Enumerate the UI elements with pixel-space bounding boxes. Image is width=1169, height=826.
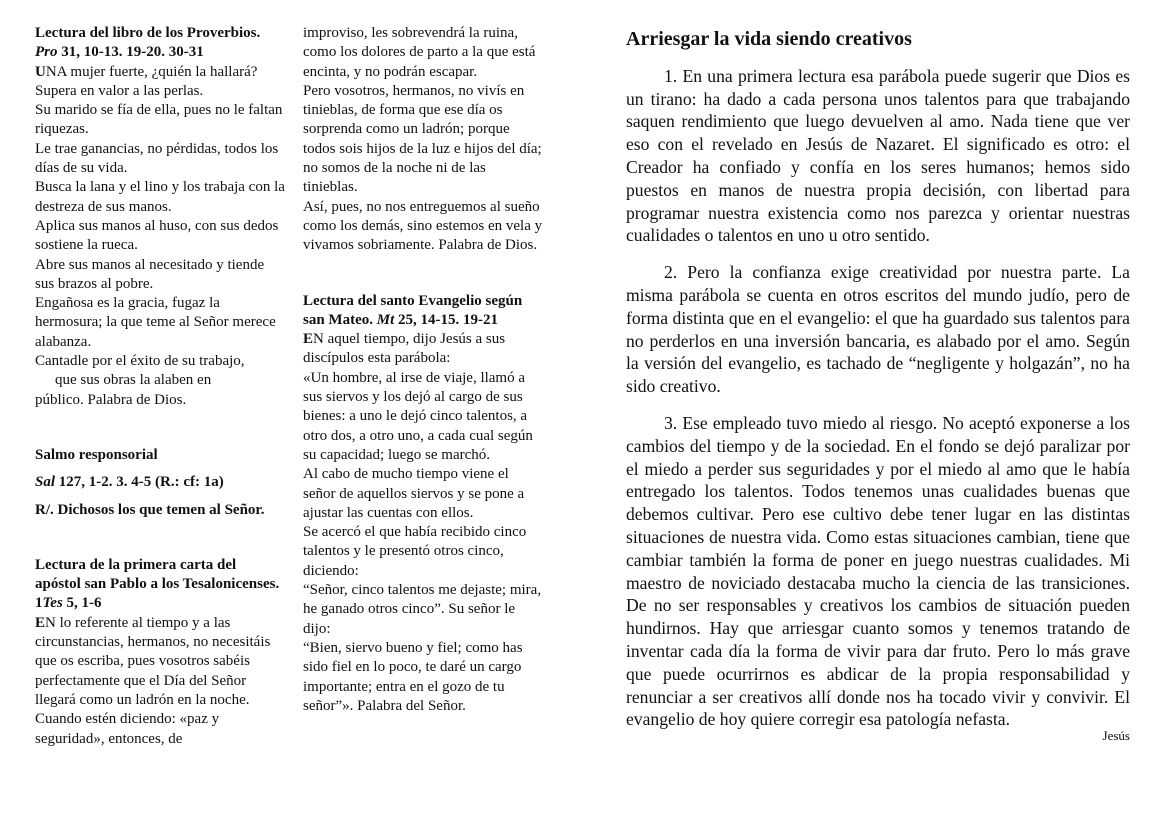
reading-heading: Lectura de la primera carta del apóstol san Pablo a los Tesalonicenses. 1 bbox=[35, 556, 280, 612]
gospel-heading: Lectura del santo Evangelio según san Mateo. bbox=[303, 292, 523, 328]
reading-line: UNA mujer fuerte, ¿quién la hallará? bbox=[35, 63, 258, 80]
reading-line: Busca la lana y el lino y los trabaja con la destreza de sus manos. bbox=[35, 179, 285, 215]
gospel-line: Se acercó el que había recibido cinco talentos y le presentó otros cinco, diciendo: bbox=[303, 524, 527, 579]
reading-line: Abre sus manos al necesitado y tiende sus brazos al pobre. bbox=[35, 256, 265, 292]
author-signature: Jesús bbox=[1102, 728, 1130, 744]
gospel-book: Mt bbox=[376, 311, 395, 328]
thessalonians-reading bbox=[35, 556, 285, 749]
reading-line: Su marido se fía de ella, pues no le faltan riquezas. bbox=[35, 102, 283, 138]
reading-line: Aplica sus manos al huso, con sus dedos sostiene la rueca. bbox=[35, 217, 279, 254]
reading-line: Supera en valor a las perlas. bbox=[35, 82, 204, 99]
commentary-paragraph: 3. Ese empleado tuvo miedo al riesgo. No aceptó exponerse a los cambios del tiempo y de la sociedad. En el fondo se dejó paralizar por el miedo a perder sus seguridades y por el miedo al amo que le había entregado los talentos. Todos tenemos unas cualidades buenas que debemos cultivar. Pero ese cultivo debe tener lugar en las distintas situaciones de nuestra vida. Como estas situaciones cambian, tiene que cambiar también la forma de poner en juego nuestras cualidades. Mi maestro de noviciado destacaba mucho la ciencia de las transiciones. De no ser responsables y creativos los cambios de situación pueden hundirnos. Hay que arriesgar cuanto somos y tenemos tratando de inventar cada día la forma de vivir para dar fruto. Pero lo más grave que puede ocurrirnos es abdicar de la propia responsabilidad y renunciar a ser creativos allí donde nos ha tocado vivir y convivir. El evangelio de hoy quiere corregir esa patología nefasta. bbox=[626, 412, 1130, 730]
reading-text: EN lo referente al tiempo y a las circunstancias, hermanos, no necesitáis que os escriba, pues vosotros sabéis perfectamente que el Día del Señor llegará como un ladrón en la noche. Cuando estén diciendo: «paz y seguridad», entonces, de bbox=[35, 614, 271, 747]
reading-heading: Lectura del libro de los Proverbios. bbox=[35, 25, 261, 41]
column-middle bbox=[303, 24, 543, 716]
reading-line: Engañosa es la gracia, fugaz la hermosura; la que teme al Señor merece alabanza. bbox=[35, 295, 276, 350]
psalm-response: R/. Dichosos los que temen al Señor. bbox=[35, 501, 265, 518]
thessalonians-continued bbox=[303, 24, 543, 256]
psalm-heading: Salmo responsorial bbox=[35, 446, 158, 463]
commentary-paragraph: 2. Pero la confianza exige creatividad por nuestra parte. La misma parábola se cuenta en otros escritos del mundo judío, pero de forma distinta que en el evangelio: el que ha guardado sus talentos para no perderlos en una inversión bancaria, es alabado por el amo. Según la versión del evangelio, es tachado de “negligente y holgazán”, no ha sido creativo. bbox=[626, 262, 1130, 397]
commentary-paragraph: 1. En una primera lectura esa parábola puede sugerir que Dios es un tirano: ha dado a cada persona unos talentos para que trabajando saquen rendimiento que luego devuelven al amo. Nada tiene que ver eso con el revelado en Jesús de Nazaret. El significado es otro: el Creador ha confiado y confía en los seres humanos; hemos sido puestos en manos de nuestra propia decisión, con libertad para programar nuestra existencia como nos parezca y orientar nuestras cualidades o talentos en uno u otro sentido. bbox=[626, 65, 1130, 246]
gospel-reading bbox=[303, 292, 543, 717]
proverbs-reading bbox=[35, 24, 285, 410]
commentary-title: Arriesgar la vida siendo creativos bbox=[626, 28, 912, 50]
reading-line: improviso, les sobrevendrá la ruina, como los dolores de parto a la que está encinta, y no podrán escapar. bbox=[303, 25, 536, 80]
gospel-line: Al cabo de mucho tiempo viene el señor de aquellos siervos y se pone a ajustar las cuentas con ellos. bbox=[303, 466, 525, 521]
column-left bbox=[35, 24, 285, 749]
gospel-line: “Señor, cinco talentos me dejaste; mira, he ganado otros cinco”. Su señor le dijo: bbox=[303, 582, 542, 637]
column-commentary bbox=[626, 28, 1130, 748]
gospel-line: “Bien, siervo bueno y fiel; como has sido fiel en lo poco, te daré un cargo importante; entra en el gozo de tu señor”». Palabra del Señor. bbox=[303, 639, 523, 714]
gospel-line: «Un hombre, al irse de viaje, llamó a sus siervos y los dejó al cargo de sus bienes: a uno le dejó cinco talentos, a otro dos, a otro uno, a cada cual según su capacidad; luego se marchó. bbox=[303, 369, 533, 463]
reading-line: Le trae ganancias, no pérdidas, todos los días de su vida. bbox=[35, 140, 279, 177]
reading-line: Pero vosotros, hermanos, no vivís en tinieblas, de forma que ese día os sorprenda como un ladrón; porque todos sois hijos de la luz e hijos del día; no somos de la noche ni de las tinieblas. bbox=[303, 82, 542, 196]
reading-line: Así, pues, no nos entreguemos al sueño como los demás, sino estemos en vela y vivamos sobriamente. Palabra de Dios. bbox=[303, 198, 543, 254]
reading-line: que sus obras la alaben en bbox=[55, 372, 212, 389]
reading-line: Cantadle por el éxito de su trabajo, bbox=[35, 353, 245, 370]
reading-reference: 5, 1-6 bbox=[62, 595, 102, 612]
psalm-section bbox=[35, 446, 285, 520]
gospel-reference: 25, 14-15. 19-21 bbox=[394, 311, 499, 328]
reading-book: Tes bbox=[42, 595, 63, 612]
reading-line: público. Palabra de Dios. bbox=[35, 391, 187, 408]
gospel-line: EN aquel tiempo, dijo Jesús a sus discípulos esta parábola: bbox=[303, 331, 506, 367]
reading-reference: Pro 31, 10-13. 19-20. 30-31 bbox=[35, 44, 204, 61]
psalm-reference: Sal 127, 1-2. 3. 4-5 (R.: cf: 1a) bbox=[35, 474, 224, 491]
